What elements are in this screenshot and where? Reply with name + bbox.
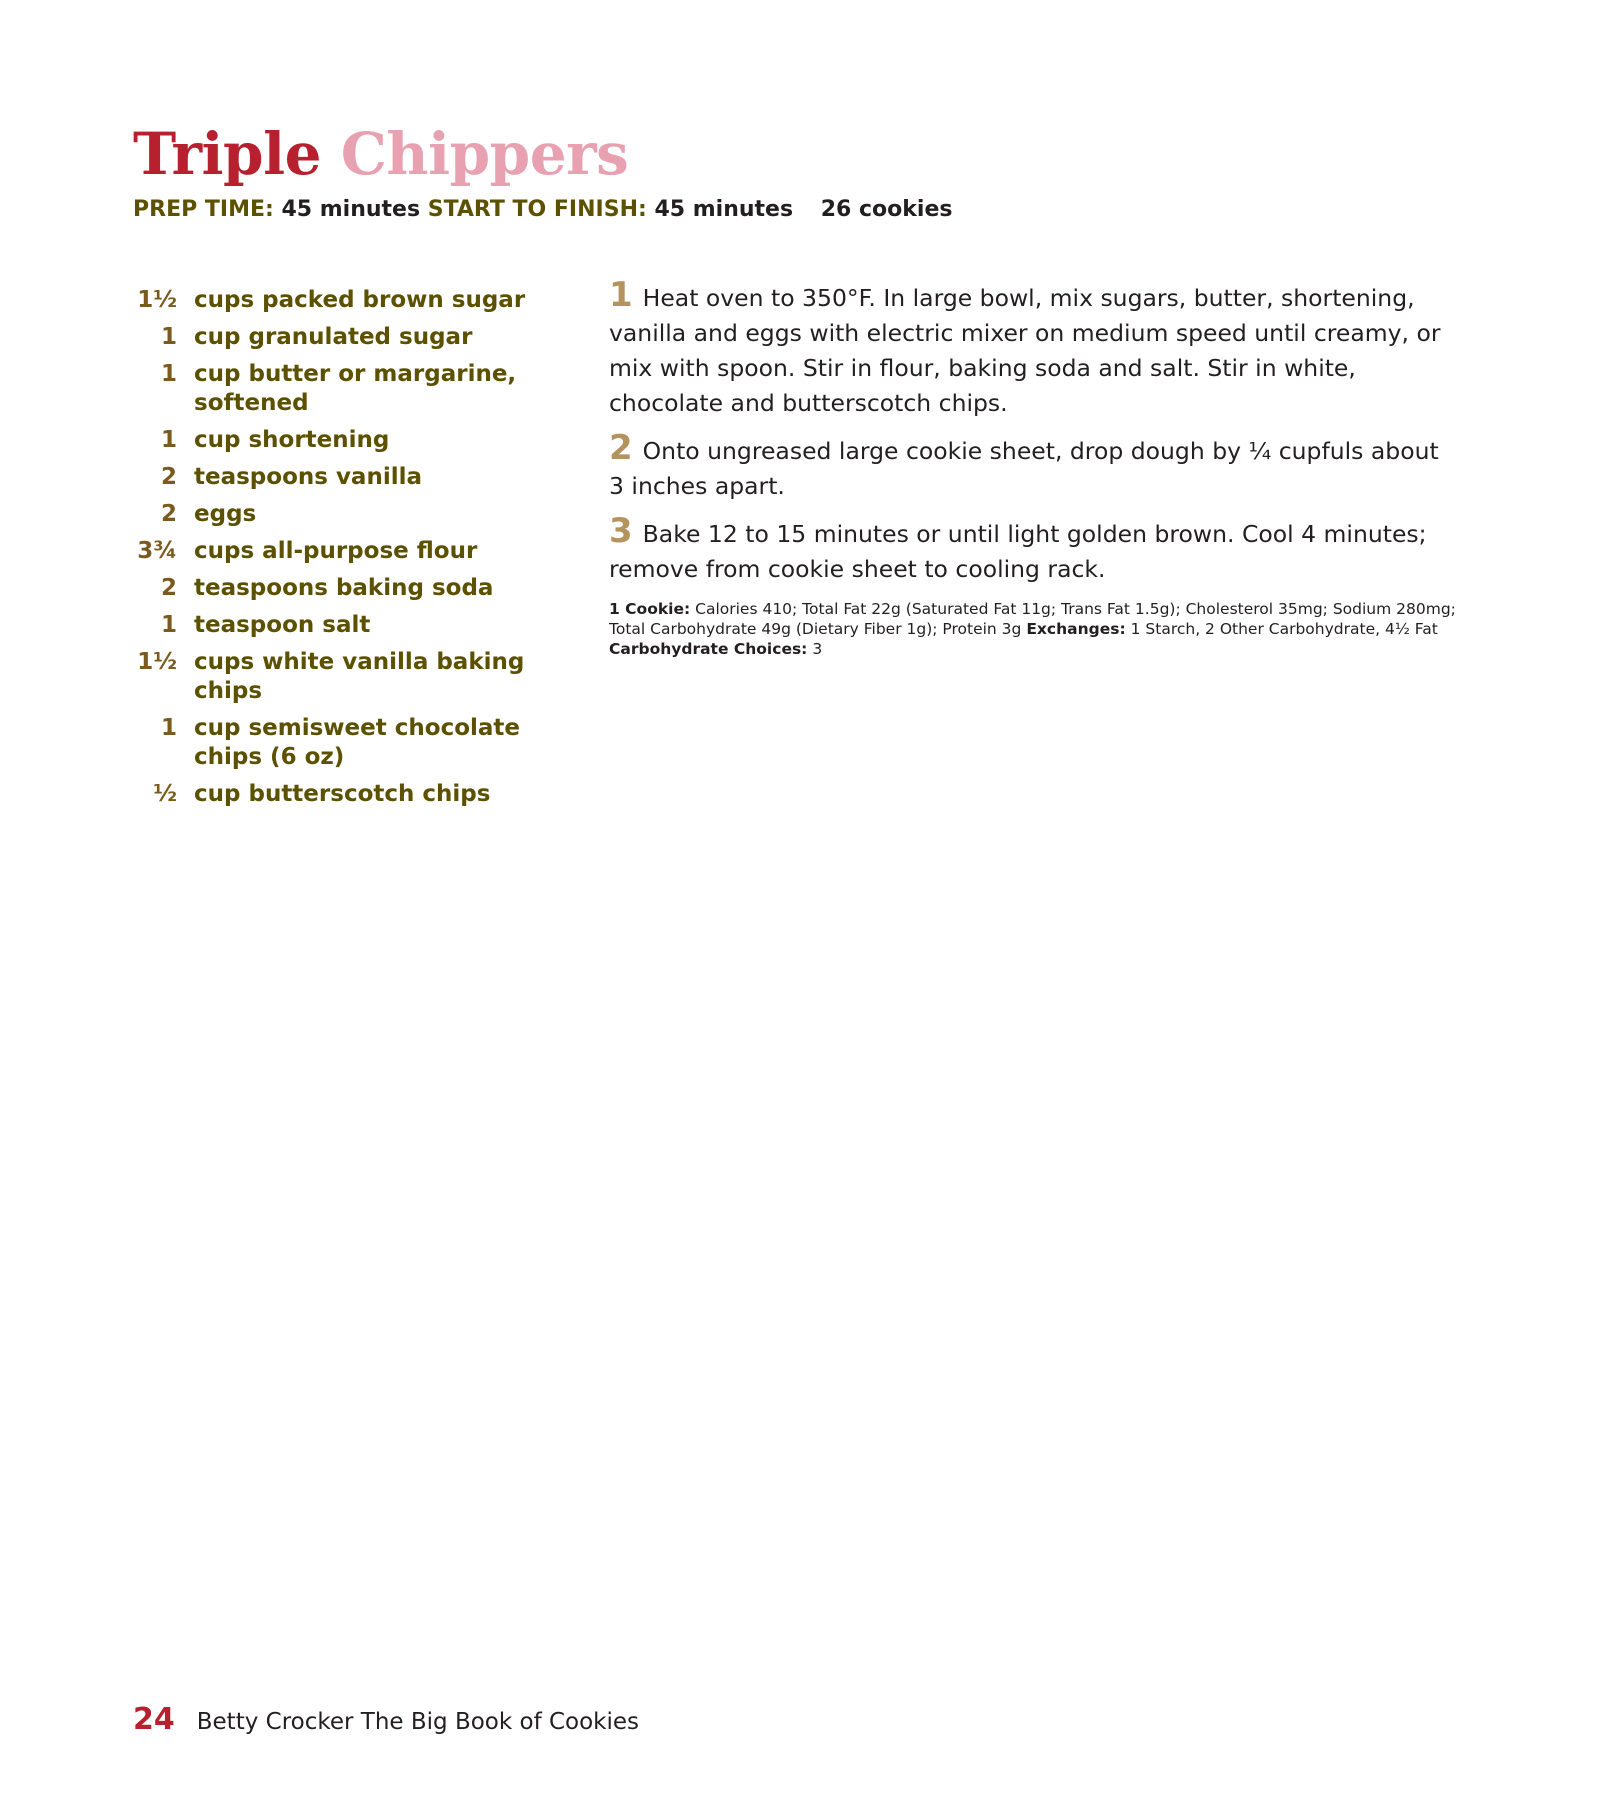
recipe-meta: [133, 195, 952, 225]
ingredient-row: [133, 463, 573, 492]
ingredient-qty: 1: [160, 427, 177, 453]
ingredient-item: teaspoon salt: [194, 612, 371, 638]
start-to-finish-label: START TO FINISH:: [427, 197, 647, 222]
serving-label: 1 Cookie:: [609, 600, 691, 618]
ingredient-qty: 3¾: [137, 538, 177, 564]
step-text: Bake 12 to 15 minutes or until light golden brown. Cool 4 minutes; remove from cookie sheet to cooling rack.: [609, 520, 1427, 583]
ingredient-row: [133, 611, 573, 640]
direction-step: [609, 511, 1461, 587]
ingredient-qty: 1½: [137, 649, 177, 675]
carb-choices-value: 3: [812, 640, 823, 658]
ingredient-item: teaspoons baking soda: [194, 575, 494, 601]
ingredient-row: [133, 714, 573, 772]
ingredient-row: [133, 574, 573, 603]
carb-choices-label: Carbohydrate Choices:: [609, 640, 808, 658]
ingredient-item: cup butterscotch chips: [194, 781, 491, 807]
ingredient-qty: 1: [160, 715, 177, 741]
ingredient-qty: 2: [160, 464, 177, 490]
direction-step: [609, 275, 1461, 421]
exchanges-value: 1 Starch, 2 Other Carbohydrate, 4½ Fat: [1130, 620, 1438, 638]
ingredient-qty: ½: [153, 781, 177, 807]
ingredient-row: [133, 780, 573, 809]
ingredient-qty: 2: [160, 575, 177, 601]
ingredient-item: cup butter or margarine, softened: [194, 361, 517, 416]
ingredient-qty: 2: [160, 501, 177, 527]
book-title: Betty Crocker The Big Book of Cookies: [196, 1709, 640, 1735]
ingredient-item: cup shortening: [194, 427, 390, 453]
ingredient-item: cup granulated sugar: [194, 324, 473, 350]
ingredient-qty: 1: [160, 612, 177, 638]
directions: [609, 275, 1461, 659]
title-word-2: Chippers: [340, 120, 629, 188]
step-text: Heat oven to 350°F. In large bowl, mix sugars, butter, shortening, vanilla and eggs with electric mixer on medium speed until creamy, or mix with spoon. Stir in flour, baking soda and salt. Stir in white, chocolate and butterscotch chips.: [609, 284, 1441, 417]
ingredient-qty: 1½: [137, 287, 177, 313]
prep-time-value: 45 minutes: [281, 197, 421, 222]
step-number: 1: [609, 275, 633, 315]
ingredient-item: cups packed brown sugar: [194, 287, 526, 313]
direction-step: [609, 428, 1461, 504]
step-text: Onto ungreased large cookie sheet, drop dough by ¼ cupfuls about 3 inches apart.: [609, 437, 1439, 500]
ingredient-row: [133, 537, 573, 566]
page-footer: [133, 1702, 639, 1740]
recipe-title: [133, 118, 628, 190]
ingredients-list: [133, 286, 573, 817]
ingredient-item: cups all-purpose flour: [194, 538, 478, 564]
ingredient-qty: 1: [160, 361, 177, 387]
title-word-1: Triple: [133, 120, 322, 188]
page-number: 24: [133, 1702, 175, 1737]
start-to-finish-value: 45 minutes: [654, 197, 794, 222]
ingredient-row: [133, 500, 573, 529]
step-number: 2: [609, 428, 633, 468]
ingredient-row: [133, 323, 573, 352]
ingredient-row: [133, 426, 573, 455]
ingredient-item: cup semisweet chocolate chips (6 oz): [194, 715, 520, 770]
ingredient-row: [133, 286, 573, 315]
nutrition-facts: Calories 410; Total Fat 22g (Saturated Fat 11g; Trans Fat 1.5g); Cholesterol 35mg; Sodium 280mg; Total Carbohydrate 49g (Dietary Fiber 1g); Protein 3g: [609, 600, 1456, 638]
yield: 26 cookies: [820, 197, 953, 222]
ingredient-row: [133, 360, 573, 418]
ingredient-item: teaspoons vanilla: [194, 464, 423, 490]
nutrition-info: [609, 599, 1461, 659]
ingredient-row: [133, 648, 573, 706]
prep-time-label: PREP TIME:: [133, 197, 274, 222]
ingredient-item: cups white vanilla baking chips: [194, 649, 525, 704]
exchanges-label: Exchanges:: [1026, 620, 1126, 638]
step-number: 3: [609, 511, 633, 551]
ingredient-qty: 1: [160, 324, 177, 350]
ingredient-item: eggs: [194, 501, 257, 527]
